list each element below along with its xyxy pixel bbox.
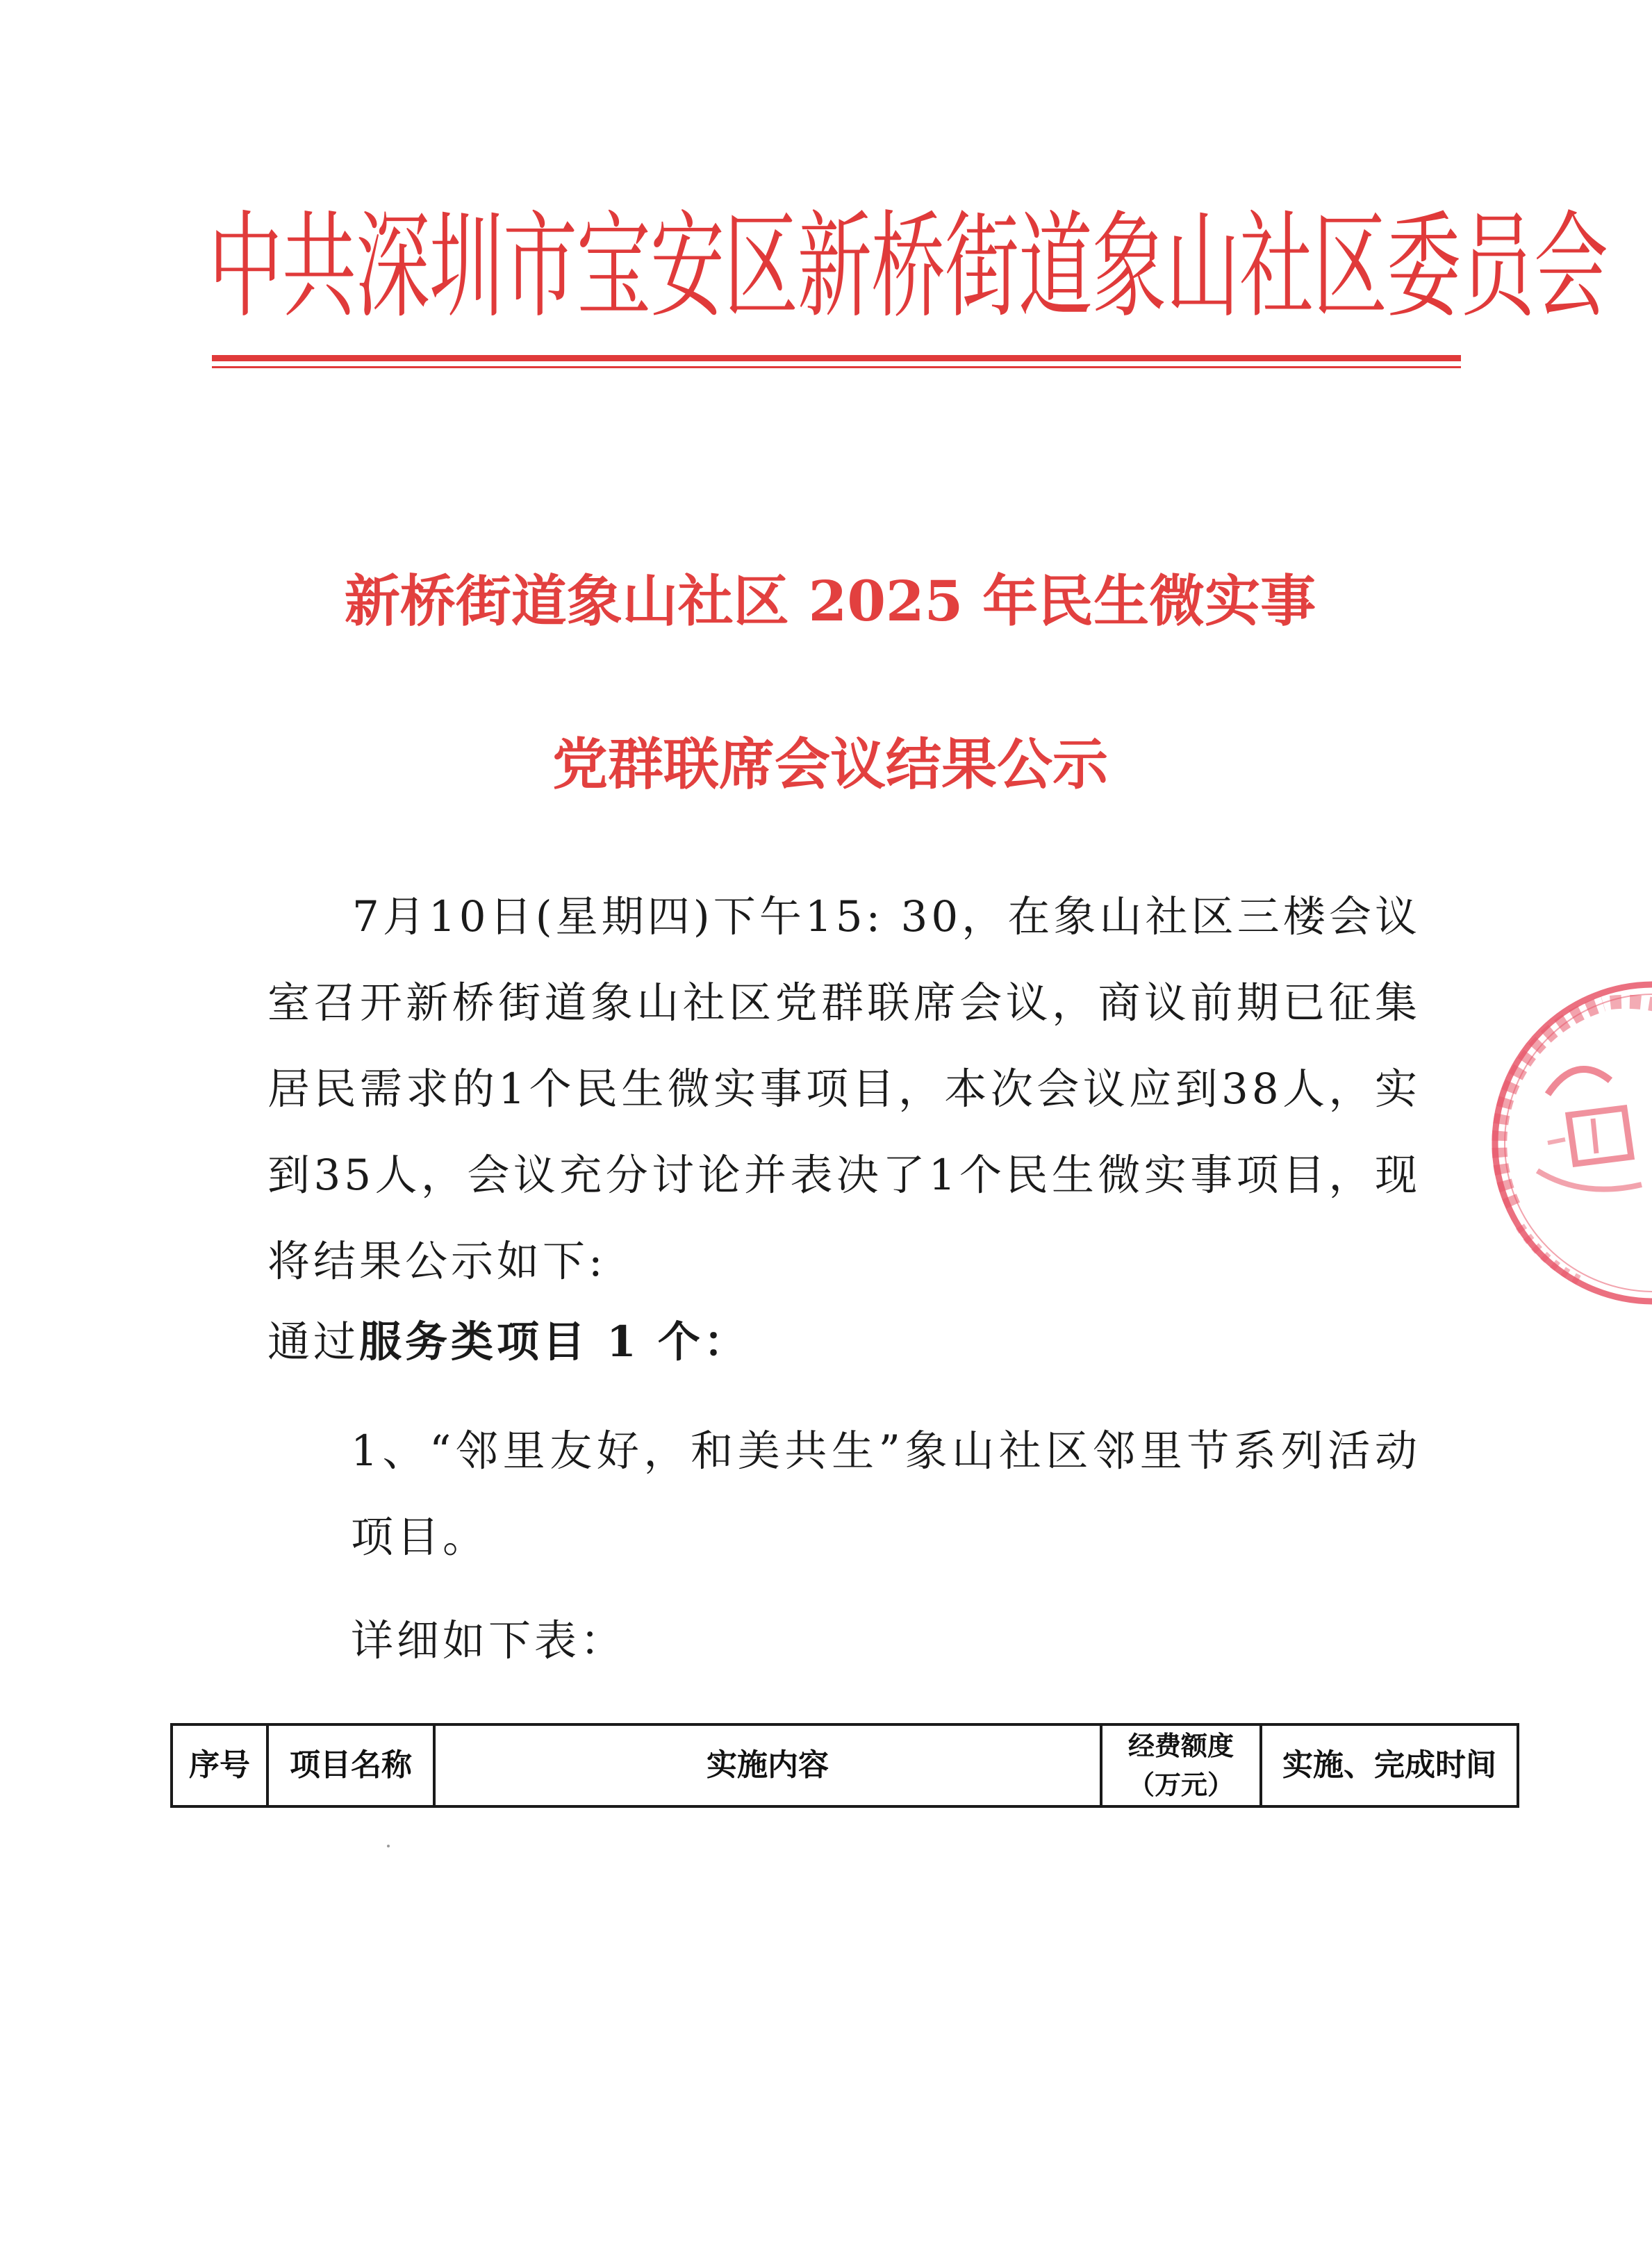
detail-label: 详细如下表：: [351, 1616, 627, 1665]
header-budget-line-1: 经费额度: [1128, 1731, 1234, 1761]
intro-paragraph: 7月10日(星期四)下午15: 30，在象山社区三楼会议室召开新桥街道象山社区党群联席会议，商议前期已征集居民需求的1个民生微实事项目，本次会议应到38人，实到35人，会议充分讨论并表决了1个民生微实事项目，现将结果公示如下:: [267, 892, 1421, 1286]
passed-projects-line: [267, 1299, 1240, 1385]
table-header-row: [172, 1724, 1518, 1806]
document-title-line-1: 新桥街道象山社区 2025 年民生微实事: [344, 568, 1316, 634]
passed-count: 服务类项目 1 个：: [359, 1317, 750, 1367]
project-table: [170, 1723, 1519, 1808]
scan-speck: [387, 1845, 390, 1847]
document-title-line-2: 党群联席会议结果公示: [552, 732, 1108, 797]
header-implementation-time: 实施、完成时间: [1261, 1724, 1518, 1806]
masthead-thin-rule: [212, 366, 1461, 368]
official-seal-icon: [1471, 976, 1652, 1310]
header-budget-line-2: （万元）: [1128, 1770, 1234, 1800]
header-project-name: 项目名称: [267, 1724, 434, 1806]
header-serial-number: 序号: [172, 1724, 267, 1806]
header-budget: [1101, 1724, 1261, 1806]
masthead-thick-rule: [212, 355, 1461, 361]
passed-prefix: 通过: [267, 1317, 360, 1367]
project-item-1: 1、“邻里友好，和美共生”象山社区邻里节系列活动项目。: [351, 1426, 1421, 1562]
masthead-title: 中共深圳市宝安区新桥街道象山社区委员会: [208, 200, 1608, 335]
header-implementation-content: 实施内容: [434, 1724, 1101, 1806]
